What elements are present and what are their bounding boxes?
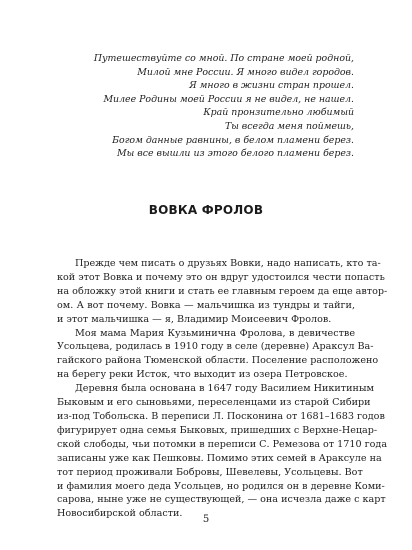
epigraph-line: Путешествуйте со мной. По стране моей родной, <box>93 53 354 64</box>
text-line: тот период проживали Бобровы, Шевелевы, Усольцевы. Вот <box>57 466 363 478</box>
text-line: из-под Тобольска. В переписи Л. Посконина от 1681–1683 годов <box>57 410 385 422</box>
text-line: на обложку этой книги и стать ее главным героем да еще автор- <box>57 285 388 297</box>
text-line: фигурирует одна семья Быковых, пришедших с Верхне-Нецар- <box>57 424 378 436</box>
text-line: на берегу реки Исток, что выходит из озера Петровское. <box>57 369 348 381</box>
text-line: Быковым и его сыновьями, переселенцами из старой Сибири <box>57 397 371 409</box>
text-line: Усольцева, родилась в 1910 году в селе (деревне) Араксул Ва- <box>57 341 374 353</box>
text-line: кой этот Вовка и почему это он вдруг удостоился чести попасть <box>57 271 385 283</box>
text-line: и этот мальчишка — я, Владимир Моисеевич Фролов. <box>57 313 332 325</box>
text-line: гайского района Тюменской области. Поселение расположено <box>57 355 379 367</box>
chapter-title: ВОВКА ФРОЛОВ <box>148 203 264 217</box>
page-number: 5 <box>202 514 210 525</box>
epigraph-line: Ты всегда меня поймешь, <box>224 120 354 132</box>
text-line: и фамилия моего деда Усольцев, но родился он в деревне Коми- <box>57 480 385 492</box>
epigraph-line: Я много в жизни стран прошел. <box>189 80 354 92</box>
text-line: записаны уже как Пешковы. Помимо этих семей в Араксуле на <box>57 452 382 464</box>
epigraph-line: Богом данные равнины, в белом пламени берез. <box>112 134 354 146</box>
epigraph <box>54 52 354 161</box>
epigraph-line: Милее Родины моей России я не видел, не нашел. <box>103 93 354 105</box>
text-line: ской слободы, чьи потомки в переписи С. Ремезова от 1710 года <box>57 438 388 450</box>
text-line: сарова, ныне уже не существующей, — она исчезла даже с карт <box>57 494 386 506</box>
text-line: Прежде чем писать о друзьях Вовки, надо написать, кто та- <box>75 258 381 269</box>
text-line: Моя мама Мария Кузьминична Фролова, в девичестве <box>75 327 355 339</box>
epigraph-line: Край пронзительно любимый <box>203 107 354 119</box>
epigraph-line: Мы все вышли из этого белого пламени берез. <box>117 148 354 160</box>
text-line: Новосибирской области. <box>57 508 183 520</box>
body-text <box>57 257 388 521</box>
text-line: Деревня была основана в 1647 году Василием Никитиным <box>75 383 374 395</box>
epigraph-line: Милой мне России. Я много видел городов. <box>137 66 354 78</box>
text-line: ом. А вот почему. Вовка — мальчишка из тундры и тайги, <box>57 299 355 311</box>
